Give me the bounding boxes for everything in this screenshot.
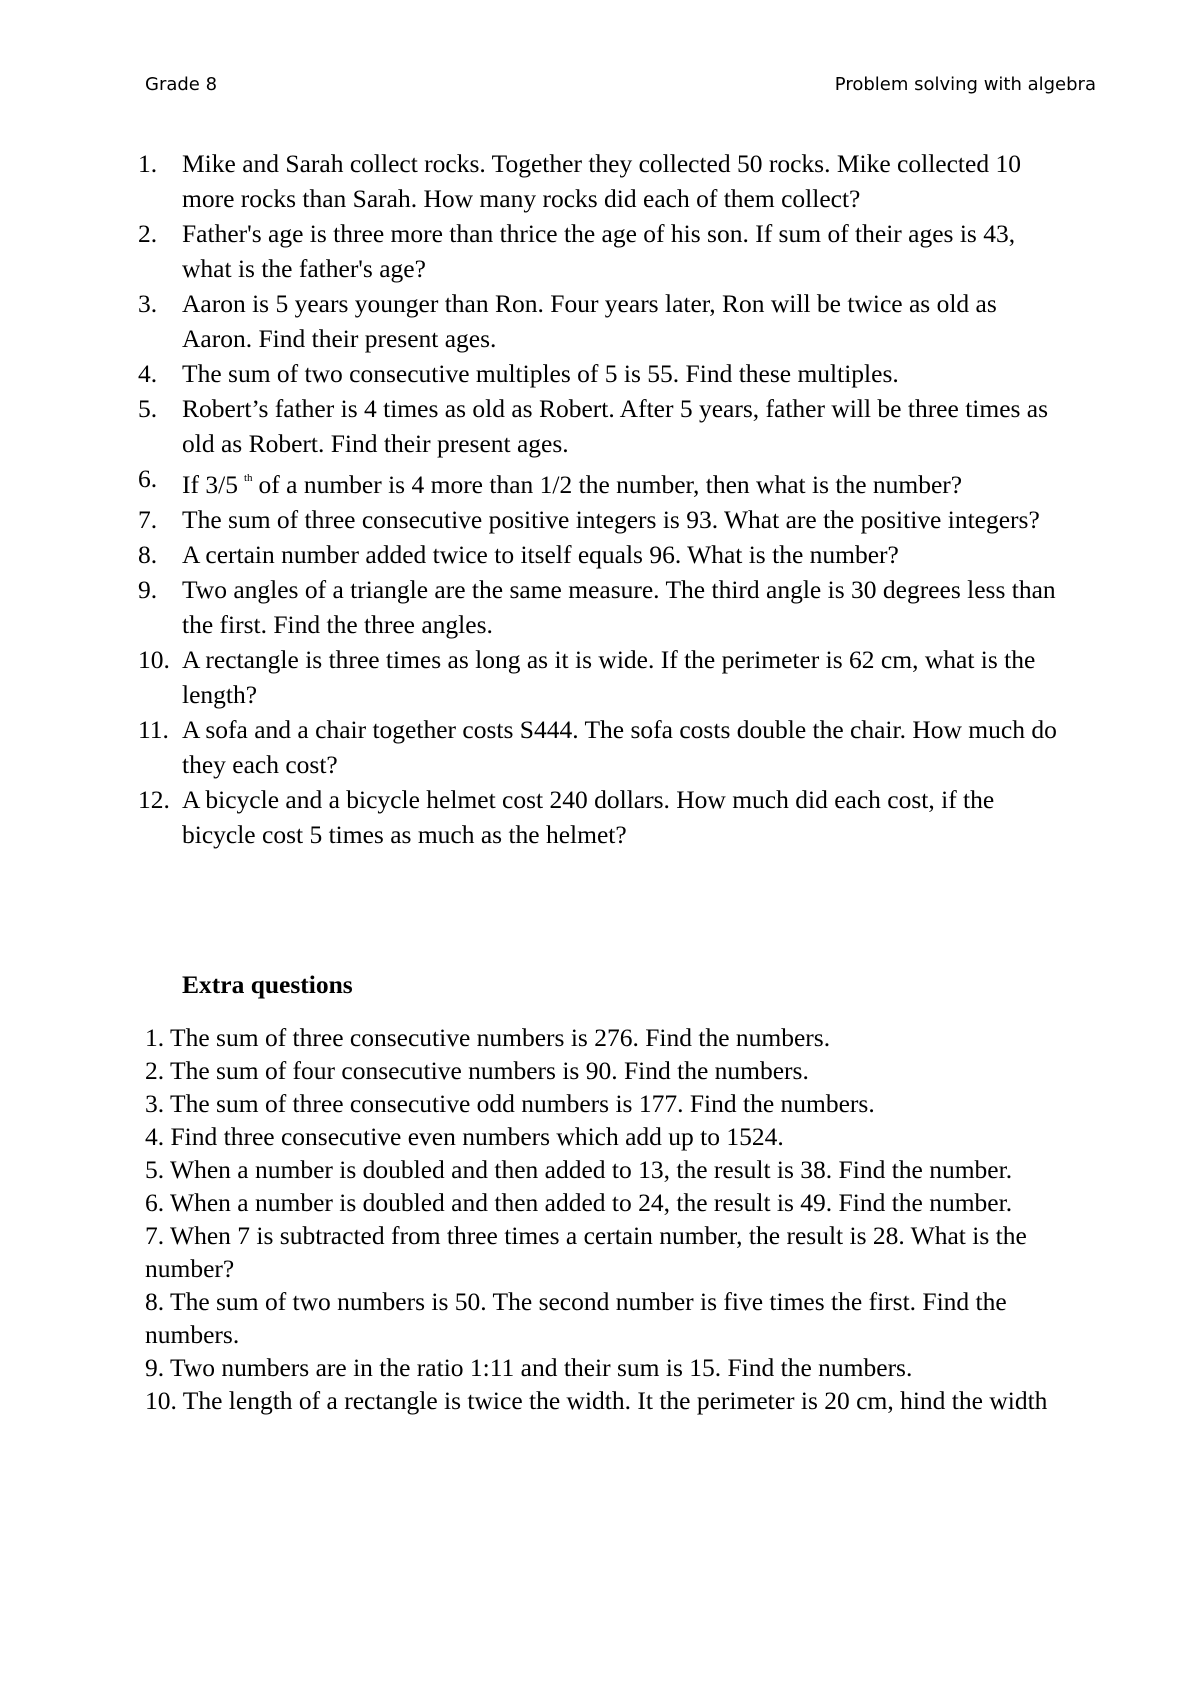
extra-question-item: 3. The sum of three consecutive odd numbers is 177. Find the numbers. (145, 1089, 875, 1118)
question-text: Mike and Sarah collect rocks. Together they collected 50 rocks. Mike collected 10 more rocks than Sarah. How many rocks did each of them collect? (182, 149, 1021, 213)
extra-questions-heading: Extra questions (182, 970, 353, 999)
question-item (138, 502, 1068, 537)
question-number: 3. (138, 289, 158, 318)
question-number: 11. (138, 715, 169, 744)
question-item (138, 146, 1068, 216)
question-item (138, 216, 1068, 286)
question-item (138, 537, 1068, 572)
page-header (145, 74, 1096, 104)
question-number: 5. (138, 394, 158, 423)
question-number: 1. (138, 149, 158, 178)
question-number: 4. (138, 359, 158, 388)
question-number: 7. (138, 505, 158, 534)
question-text: Two angles of a triangle are the same measure. The third angle is 30 degrees less than the first. Find the three angles. (182, 575, 1056, 639)
extra-question-item: 6. When a number is doubled and then added to 24, the result is 49. Find the number. (145, 1188, 1013, 1217)
question-text: The sum of three consecutive positive integers is 93. What are the positive integers? (182, 505, 1040, 534)
extra-question-list (145, 1021, 1065, 1417)
question-text: A sofa and a chair together costs S444. The sofa costs double the chair. How much do they each cost? (182, 715, 1057, 779)
extra-question-item: 5. When a number is doubled and then added to 13, the result is 38. Find the number. (145, 1155, 1013, 1184)
question-number: 6. (138, 464, 158, 493)
extra-question-item: 1. The sum of three consecutive numbers is 276. Find the numbers. (145, 1023, 831, 1052)
extra-question-item: 8. The sum of two numbers is 50. The second number is five times the first. Find the numbers. (145, 1287, 1007, 1349)
extra-question-item: 2. The sum of four consecutive numbers is 90. Find the numbers. (145, 1056, 809, 1085)
question-text-before: If 3/5 (182, 470, 238, 499)
question-text: Robert’s father is 4 times as old as Robert. After 5 years, father will be three times as old as Robert. Find their present ages. (182, 394, 1049, 458)
question-text-after: of a number is 4 more than 1/2 the number, then what is the number? (258, 470, 963, 499)
question-text: The sum of two consecutive multiples of 5 is 55. Find these multiples. (182, 359, 899, 388)
header-grade: Grade 8 (145, 74, 218, 95)
question-item (138, 286, 1068, 356)
question-number: 2. (138, 219, 158, 248)
question-text: A certain number added twice to itself equals 96. What is the number? (182, 540, 899, 569)
question-item (138, 356, 1068, 391)
question-text: A bicycle and a bicycle helmet cost 240 dollars. How much did each cost, if the bicycle cost 5 times as much as the helmet? (182, 785, 995, 849)
question-item (138, 642, 1068, 712)
superscript-th: th (243, 472, 253, 484)
question-item (138, 712, 1068, 782)
question-item (138, 461, 1068, 502)
question-item (138, 391, 1068, 461)
question-number: 10. (138, 645, 170, 674)
question-number: 12. (138, 785, 170, 814)
question-item (138, 782, 1068, 852)
extra-question-item: 10. The length of a rectangle is twice the width. It the perimeter is 20 cm, hind the width (145, 1386, 1048, 1415)
question-number: 8. (138, 540, 158, 569)
extra-question-item: 7. When 7 is subtracted from three times a certain number, the result is 28. What is the number? (145, 1221, 1027, 1283)
question-text: A rectangle is three times as long as it is wide. If the perimeter is 62 cm, what is the length? (182, 645, 1036, 709)
question-number: 9. (138, 575, 158, 604)
question-text: Aaron is 5 years younger than Ron. Four years later, Ron will be twice as old as Aaron. Find their present ages. (182, 289, 997, 353)
extra-question-item: 4. Find three consecutive even numbers which add up to 1524. (145, 1122, 784, 1151)
question-item (138, 572, 1068, 642)
question-text: Father's age is three more than thrice the age of his son. If sum of their ages is 43, what is the father's age? (182, 219, 1016, 283)
extra-question-item: 9. Two numbers are in the ratio 1:11 and their sum is 15. Find the numbers. (145, 1353, 913, 1382)
question-list (138, 146, 1068, 852)
header-topic: Problem solving with algebra (834, 74, 1096, 95)
